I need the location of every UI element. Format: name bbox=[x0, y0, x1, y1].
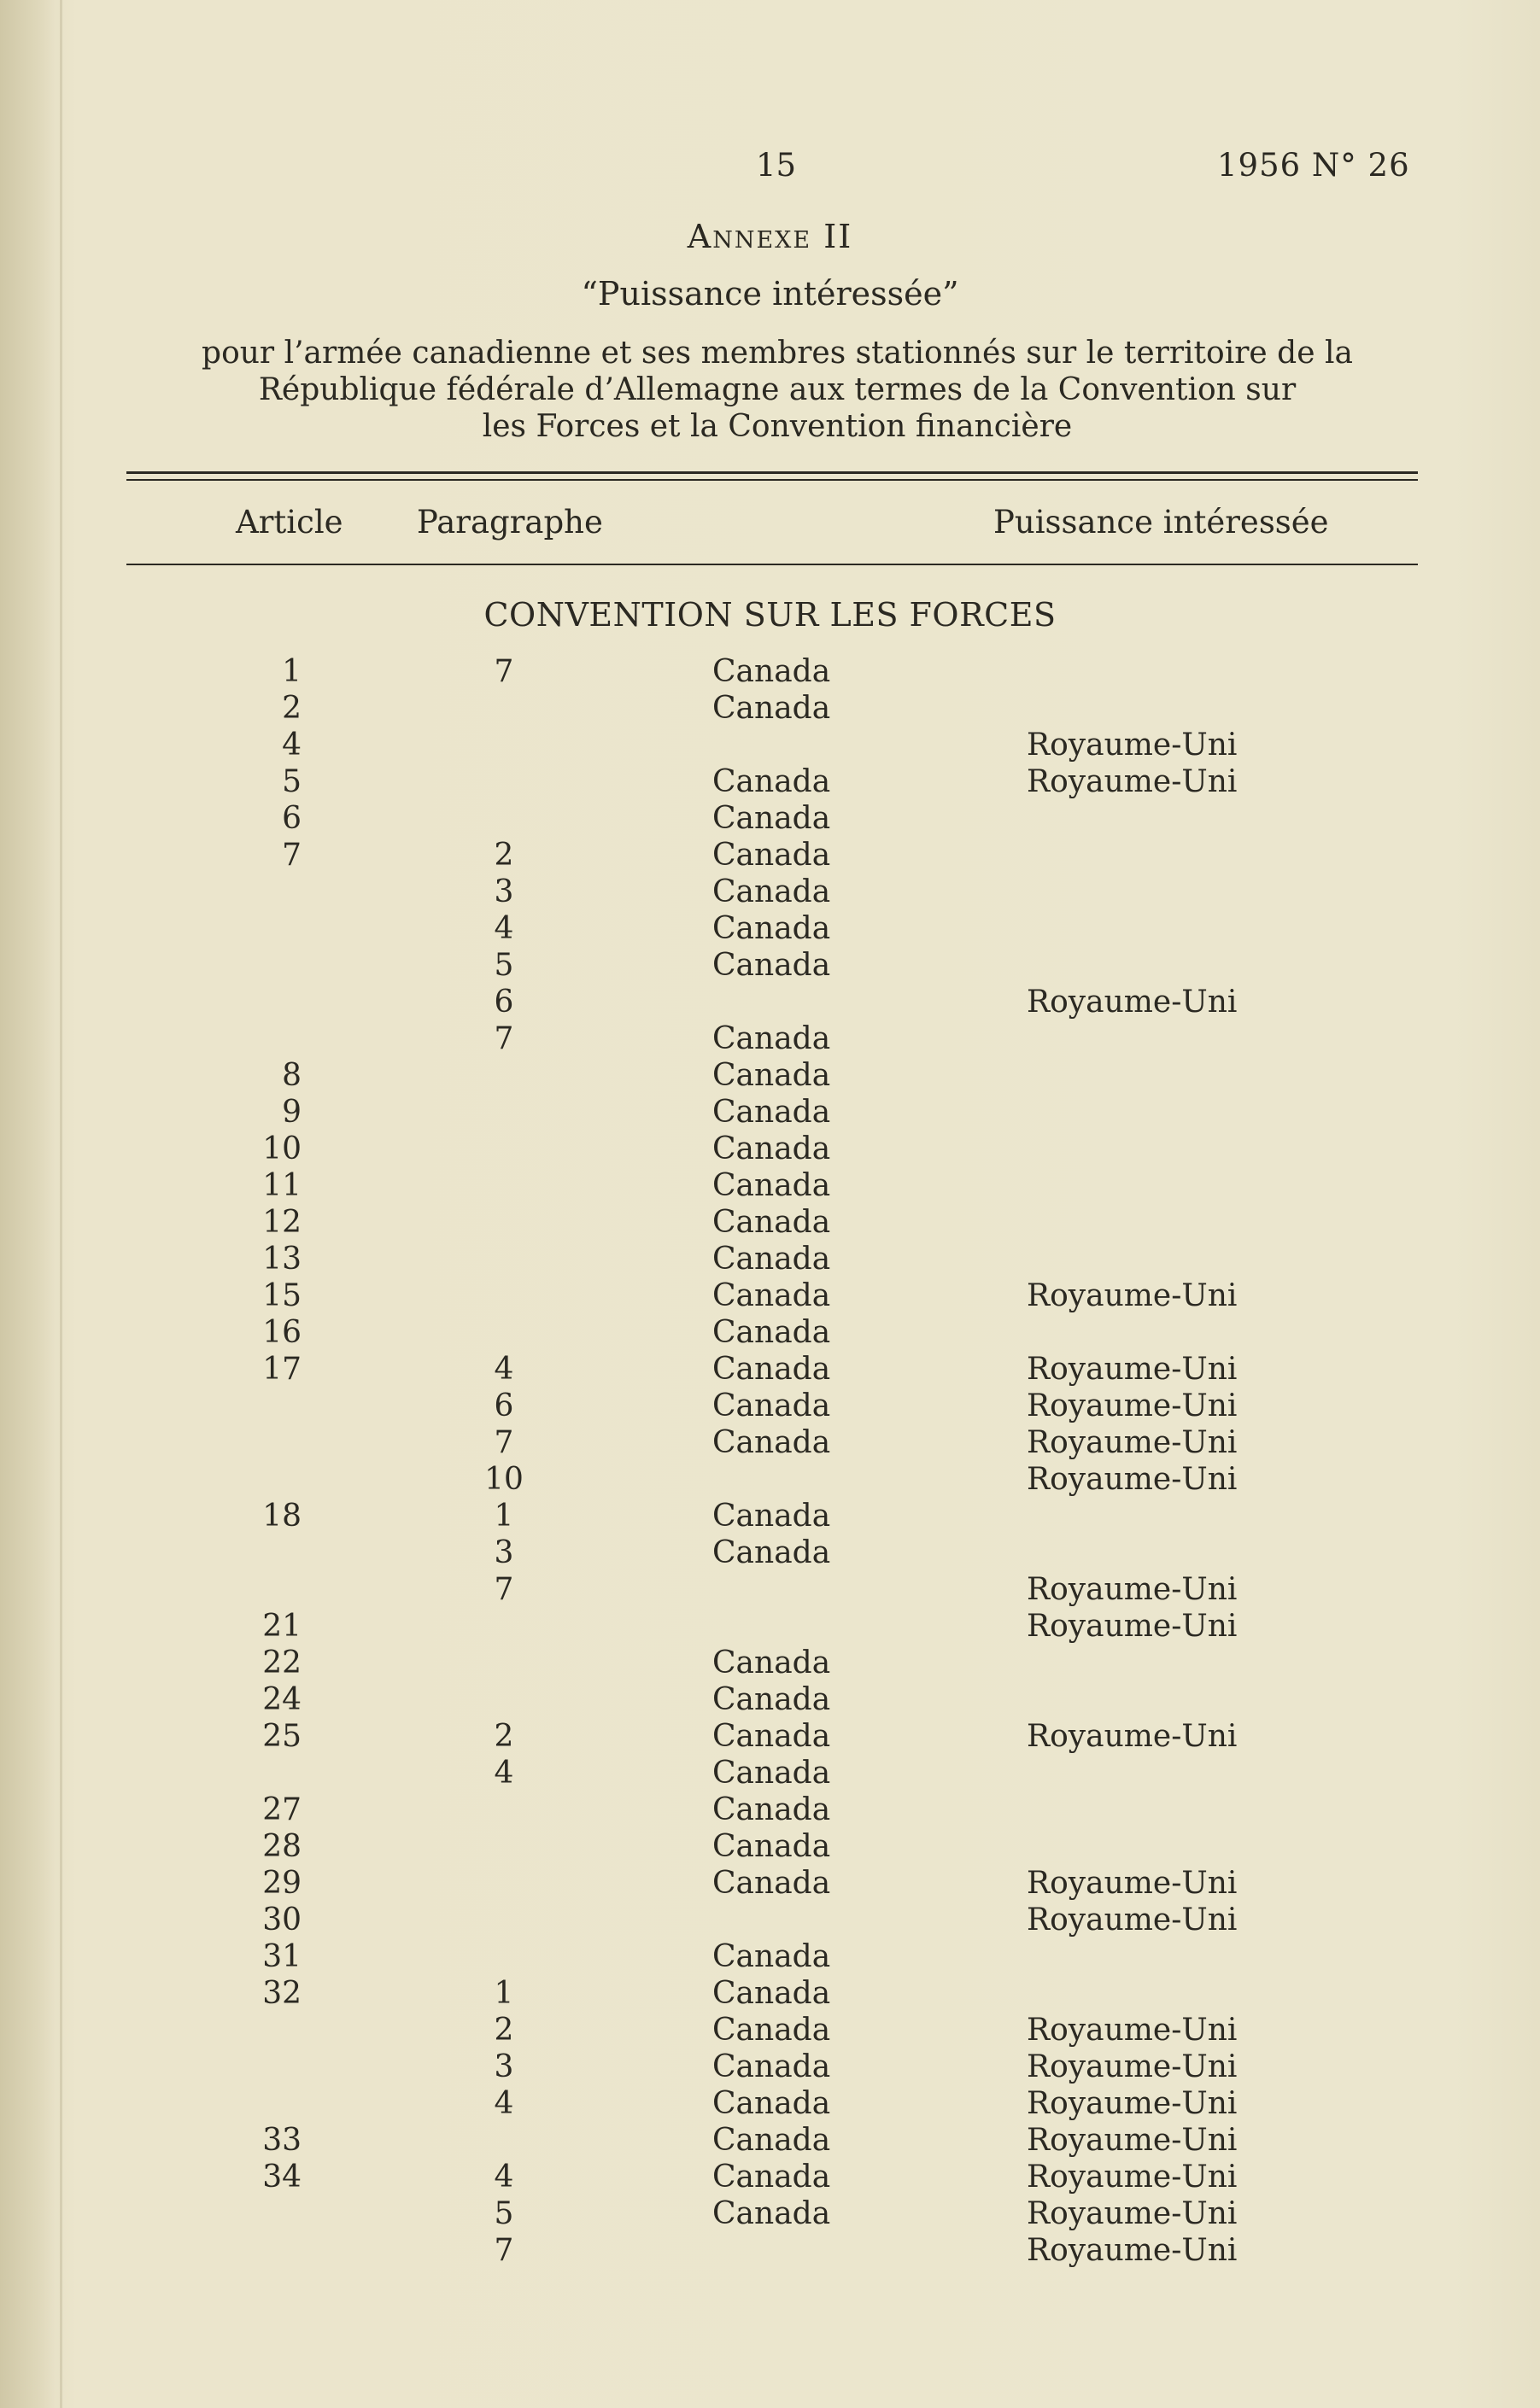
canada-cell: Canada bbox=[712, 1645, 831, 1680]
royaume-uni-cell: Royaume-Uni bbox=[1027, 1609, 1238, 1644]
paragraphe-cell: 1 bbox=[494, 1499, 514, 1534]
royaume-uni-cell: Royaume-Uni bbox=[1027, 1425, 1238, 1460]
column-header-paragraphe: Paragraphe bbox=[417, 504, 603, 541]
table-row bbox=[0, 1204, 1540, 1241]
article-cell: 6 bbox=[282, 801, 302, 836]
table-row bbox=[0, 1791, 1540, 1828]
table-body bbox=[0, 653, 1540, 2269]
article-cell: 4 bbox=[282, 728, 302, 763]
article-cell: 29 bbox=[262, 1866, 302, 1901]
table-row bbox=[0, 1057, 1540, 1094]
canada-cell: Canada bbox=[712, 1021, 831, 1056]
paragraphe-cell: 6 bbox=[494, 1388, 514, 1423]
royaume-uni-cell: Royaume-Uni bbox=[1027, 1902, 1238, 1938]
royaume-uni-cell: Royaume-Uni bbox=[1027, 1719, 1238, 1754]
royaume-uni-cell: Royaume-Uni bbox=[1027, 2123, 1238, 2158]
article-cell: 7 bbox=[282, 838, 302, 873]
canada-cell: Canada bbox=[712, 691, 831, 726]
canada-cell: Canada bbox=[712, 1131, 831, 1166]
canada-cell: Canada bbox=[712, 1388, 831, 1423]
article-cell: 21 bbox=[262, 1609, 302, 1644]
table-row bbox=[0, 1314, 1540, 1351]
table-row bbox=[0, 2049, 1540, 2085]
table-row bbox=[0, 2232, 1540, 2269]
canada-cell: Canada bbox=[712, 948, 831, 983]
article-cell: 34 bbox=[262, 2160, 302, 2195]
article-cell: 27 bbox=[262, 1792, 302, 1827]
canada-cell: Canada bbox=[712, 654, 831, 689]
article-cell: 12 bbox=[262, 1205, 302, 1240]
paragraphe-cell: 3 bbox=[494, 2049, 514, 2084]
canada-cell: Canada bbox=[712, 1829, 831, 1864]
table-row bbox=[0, 1828, 1540, 1865]
table-row bbox=[0, 837, 1540, 874]
table-row bbox=[0, 1902, 1540, 1938]
article-cell: 15 bbox=[262, 1278, 302, 1313]
page-number: 15 bbox=[756, 147, 797, 184]
section-title: CONVENTION SUR LES FORCES bbox=[483, 596, 1057, 634]
table-row bbox=[0, 2195, 1540, 2232]
table-row bbox=[0, 984, 1540, 1020]
table-row bbox=[0, 690, 1540, 727]
table-row bbox=[0, 1608, 1540, 1645]
table-row bbox=[0, 1094, 1540, 1131]
paragraphe-cell: 3 bbox=[494, 1535, 514, 1570]
article-cell: 33 bbox=[262, 2123, 302, 2158]
royaume-uni-cell: Royaume-Uni bbox=[1027, 1866, 1238, 1901]
table-row bbox=[0, 1755, 1540, 1791]
column-header-puissance: Puissance intéressée bbox=[993, 504, 1329, 541]
canada-cell: Canada bbox=[712, 1242, 831, 1277]
paragraphe-cell: 10 bbox=[484, 1462, 524, 1497]
canada-cell: Canada bbox=[712, 838, 831, 873]
paragraphe-cell: 5 bbox=[494, 2196, 514, 2231]
paragraphe-cell: 4 bbox=[494, 2160, 514, 2195]
canada-cell: Canada bbox=[712, 2160, 831, 2195]
table-row bbox=[0, 2122, 1540, 2159]
royaume-uni-cell: Royaume-Uni bbox=[1027, 2160, 1238, 2195]
table-row bbox=[0, 800, 1540, 837]
royaume-uni-cell: Royaume-Uni bbox=[1027, 2086, 1238, 2121]
table-row bbox=[0, 1865, 1540, 1902]
paragraphe-cell: 7 bbox=[494, 2233, 514, 2268]
article-cell: 5 bbox=[282, 764, 302, 799]
canada-cell: Canada bbox=[712, 1939, 831, 1974]
intro-paragraph bbox=[128, 335, 1426, 445]
article-cell: 32 bbox=[262, 1976, 302, 2011]
article-cell: 24 bbox=[262, 1682, 302, 1717]
table-row bbox=[0, 1938, 1540, 1975]
paragraphe-cell: 7 bbox=[494, 1425, 514, 1460]
paragraphe-cell: 4 bbox=[494, 911, 514, 946]
table-row bbox=[0, 1498, 1540, 1534]
paragraphe-cell: 2 bbox=[494, 1719, 514, 1754]
canada-cell: Canada bbox=[712, 1315, 831, 1350]
paragraphe-cell: 7 bbox=[494, 1021, 514, 1056]
article-cell: 18 bbox=[262, 1499, 302, 1534]
canada-cell: Canada bbox=[712, 764, 831, 799]
article-cell: 13 bbox=[262, 1242, 302, 1277]
article-cell: 11 bbox=[262, 1168, 302, 1203]
canada-cell: Canada bbox=[712, 911, 831, 946]
royaume-uni-cell: Royaume-Uni bbox=[1027, 2049, 1238, 2084]
table-row bbox=[0, 1167, 1540, 1204]
paragraphe-cell: 7 bbox=[494, 654, 514, 689]
royaume-uni-cell: Royaume-Uni bbox=[1027, 2233, 1238, 2268]
article-cell: 31 bbox=[262, 1939, 302, 1974]
canada-cell: Canada bbox=[712, 1792, 831, 1827]
paragraphe-cell: 4 bbox=[494, 2086, 514, 2121]
article-cell: 9 bbox=[282, 1095, 302, 1130]
canada-cell: Canada bbox=[712, 1425, 831, 1460]
article-cell: 8 bbox=[282, 1058, 302, 1093]
royaume-uni-cell: Royaume-Uni bbox=[1027, 1388, 1238, 1423]
table-row bbox=[0, 1681, 1540, 1718]
article-cell: 30 bbox=[262, 1902, 302, 1938]
table-row bbox=[0, 910, 1540, 947]
paragraphe-cell: 3 bbox=[494, 874, 514, 909]
canada-cell: Canada bbox=[712, 2049, 831, 2084]
paragraphe-cell: 2 bbox=[494, 838, 514, 873]
royaume-uni-cell: Royaume-Uni bbox=[1027, 1462, 1238, 1497]
canada-cell: Canada bbox=[712, 874, 831, 909]
intro-line: les Forces et la Convention financière bbox=[482, 409, 1073, 444]
royaume-uni-cell: Royaume-Uni bbox=[1027, 2196, 1238, 2231]
table-row bbox=[0, 1131, 1540, 1167]
canada-cell: Canada bbox=[712, 2123, 831, 2158]
paragraphe-cell: 1 bbox=[494, 1976, 514, 2011]
table-row bbox=[0, 1975, 1540, 2012]
table-top-rule bbox=[126, 471, 1418, 474]
canada-cell: Canada bbox=[712, 1499, 831, 1534]
table-row bbox=[0, 763, 1540, 800]
article-cell: 10 bbox=[262, 1131, 302, 1166]
table-row bbox=[0, 727, 1540, 763]
canada-cell: Canada bbox=[712, 2013, 831, 2048]
table-row bbox=[0, 874, 1540, 910]
table-row bbox=[0, 1461, 1540, 1498]
canada-cell: Canada bbox=[712, 1205, 831, 1240]
canada-cell: Canada bbox=[712, 1278, 831, 1313]
table-header-rule bbox=[126, 564, 1418, 565]
royaume-uni-cell: Royaume-Uni bbox=[1027, 1572, 1238, 1607]
table-row bbox=[0, 1718, 1540, 1755]
article-cell: 17 bbox=[262, 1352, 302, 1387]
paragraphe-cell: 4 bbox=[494, 1756, 514, 1791]
canada-cell: Canada bbox=[712, 801, 831, 836]
table-row bbox=[0, 2159, 1540, 2195]
canada-cell: Canada bbox=[712, 1866, 831, 1901]
table-row bbox=[0, 1388, 1540, 1424]
table-top-rule-inner bbox=[126, 479, 1418, 481]
column-header-article: Article bbox=[236, 504, 343, 541]
canada-cell: Canada bbox=[712, 1058, 831, 1093]
paragraphe-cell: 5 bbox=[494, 948, 514, 983]
canada-cell: Canada bbox=[712, 1976, 831, 2011]
paragraphe-cell: 7 bbox=[494, 1572, 514, 1607]
article-cell: 2 bbox=[282, 691, 302, 726]
canada-cell: Canada bbox=[712, 2196, 831, 2231]
table-row bbox=[0, 1424, 1540, 1461]
canada-cell: Canada bbox=[712, 2086, 831, 2121]
royaume-uni-cell: Royaume-Uni bbox=[1027, 1352, 1238, 1387]
paragraphe-cell: 6 bbox=[494, 985, 514, 1020]
paragraphe-cell: 2 bbox=[494, 2013, 514, 2048]
article-cell: 25 bbox=[262, 1719, 302, 1754]
table-row bbox=[0, 1020, 1540, 1057]
canada-cell: Canada bbox=[712, 1756, 831, 1791]
canada-cell: Canada bbox=[712, 1719, 831, 1754]
royaume-uni-cell: Royaume-Uni bbox=[1027, 985, 1238, 1020]
canada-cell: Canada bbox=[712, 1095, 831, 1130]
canada-cell: Canada bbox=[712, 1352, 831, 1387]
article-cell: 28 bbox=[262, 1829, 302, 1864]
annex-subtitle: “Puissance intéressée” bbox=[581, 275, 959, 313]
intro-line: République fédérale d’Allemagne aux termes de la Convention sur bbox=[258, 372, 1297, 407]
royaume-uni-cell: Royaume-Uni bbox=[1027, 2013, 1238, 2048]
table-row bbox=[0, 1351, 1540, 1388]
table-row bbox=[0, 1571, 1540, 1608]
document-code: 1956 N° 26 bbox=[1217, 147, 1410, 184]
paragraphe-cell: 4 bbox=[494, 1352, 514, 1387]
canada-cell: Canada bbox=[712, 1168, 831, 1203]
canada-cell: Canada bbox=[712, 1535, 831, 1570]
royaume-uni-cell: Royaume-Uni bbox=[1027, 1278, 1238, 1313]
canada-cell: Canada bbox=[712, 1682, 831, 1717]
table-row bbox=[0, 947, 1540, 984]
article-cell: 22 bbox=[262, 1645, 302, 1680]
royaume-uni-cell: Royaume-Uni bbox=[1027, 764, 1238, 799]
table-row bbox=[0, 2085, 1540, 2122]
article-cell: 1 bbox=[282, 654, 302, 689]
table-row bbox=[0, 653, 1540, 690]
annex-title: Annexe II bbox=[687, 218, 853, 255]
table-row bbox=[0, 1534, 1540, 1571]
article-cell: 16 bbox=[262, 1315, 302, 1350]
table-row bbox=[0, 2012, 1540, 2049]
table-row bbox=[0, 1645, 1540, 1681]
royaume-uni-cell: Royaume-Uni bbox=[1027, 728, 1238, 763]
table-row bbox=[0, 1277, 1540, 1314]
table-row bbox=[0, 1241, 1540, 1277]
intro-line: pour l’armée canadienne et ses membres stationnés sur le territoire de la bbox=[202, 336, 1353, 371]
